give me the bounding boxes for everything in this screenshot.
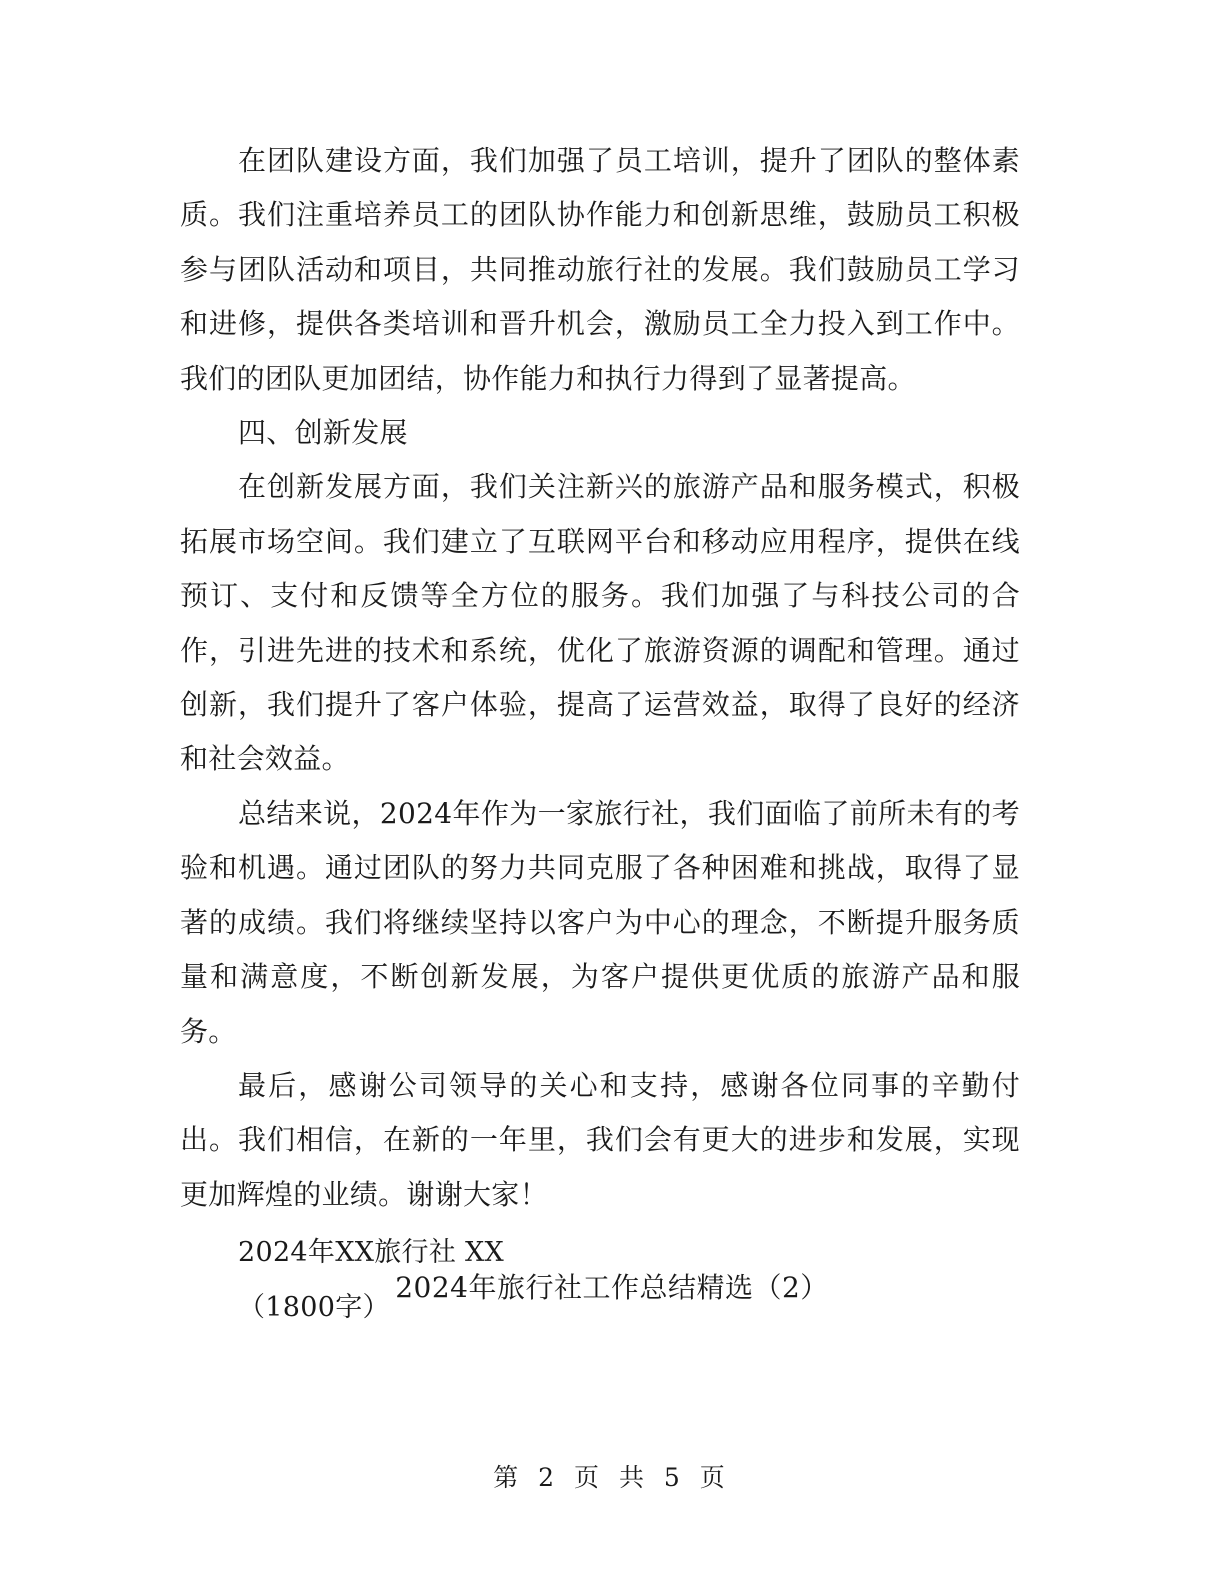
section-heading-innovation: 四、创新发展 — [238, 416, 408, 450]
paragraph-summary: 总结来说，2024年作为一家旅行社，我们面临了前所未有的考验和机遇。通过团队的努力共同克服了各种困难和挑战，取得了显著的成绩。我们将继续坚持以客户为中心的理念，不断提升服务质量和满意度，不断创新发展，为客户提供更优质的旅游产品和服务。 — [180, 796, 1020, 1048]
document-body — [180, 134, 1020, 1332]
signature-line: 2024年XX旅行社 XX — [238, 1237, 505, 1269]
paragraph-team-building: 在团队建设方面，我们加强了员工培训，提升了团队的整体素质。我们注重培养员工的团队协作能力和创新思维，鼓励员工积极参与团队活动和项目，共同推动旅行社的发展。我们鼓励员工学习和进修，提供各类培训和晋升机会，激励员工全力投入到工作中。我们的团队更加团结，协作能力和执行力得到了显著提高。 — [180, 144, 1020, 395]
page-footer: 第 2 页 共 5 页 — [493, 1463, 731, 1492]
paragraph-thanks: 最后，感谢公司领导的关心和支持，感谢各位同事的辛勤付出。我们相信，在新的一年里，我们会有更大的进步和发展，实现更加辉煌的业绩。谢谢大家！ — [180, 1068, 1020, 1211]
word-count: （1800字） — [238, 1292, 390, 1324]
next-section-title: 2024年旅行社工作总结精选（2） — [395, 1271, 829, 1304]
paragraph-innovation: 在创新发展方面，我们关注新兴的旅游产品和服务模式，积极拓展市场空间。我们建立了互联网平台和移动应用程序，提供在线预订、支付和反馈等全方位的服务。我们加强了与科技公司的合作，引进先进的技术和系统，优化了旅游资源的调配和管理。通过创新，我们提升了客户体验，提高了运营效益，取得了良好的经济和社会效益。 — [180, 470, 1020, 776]
